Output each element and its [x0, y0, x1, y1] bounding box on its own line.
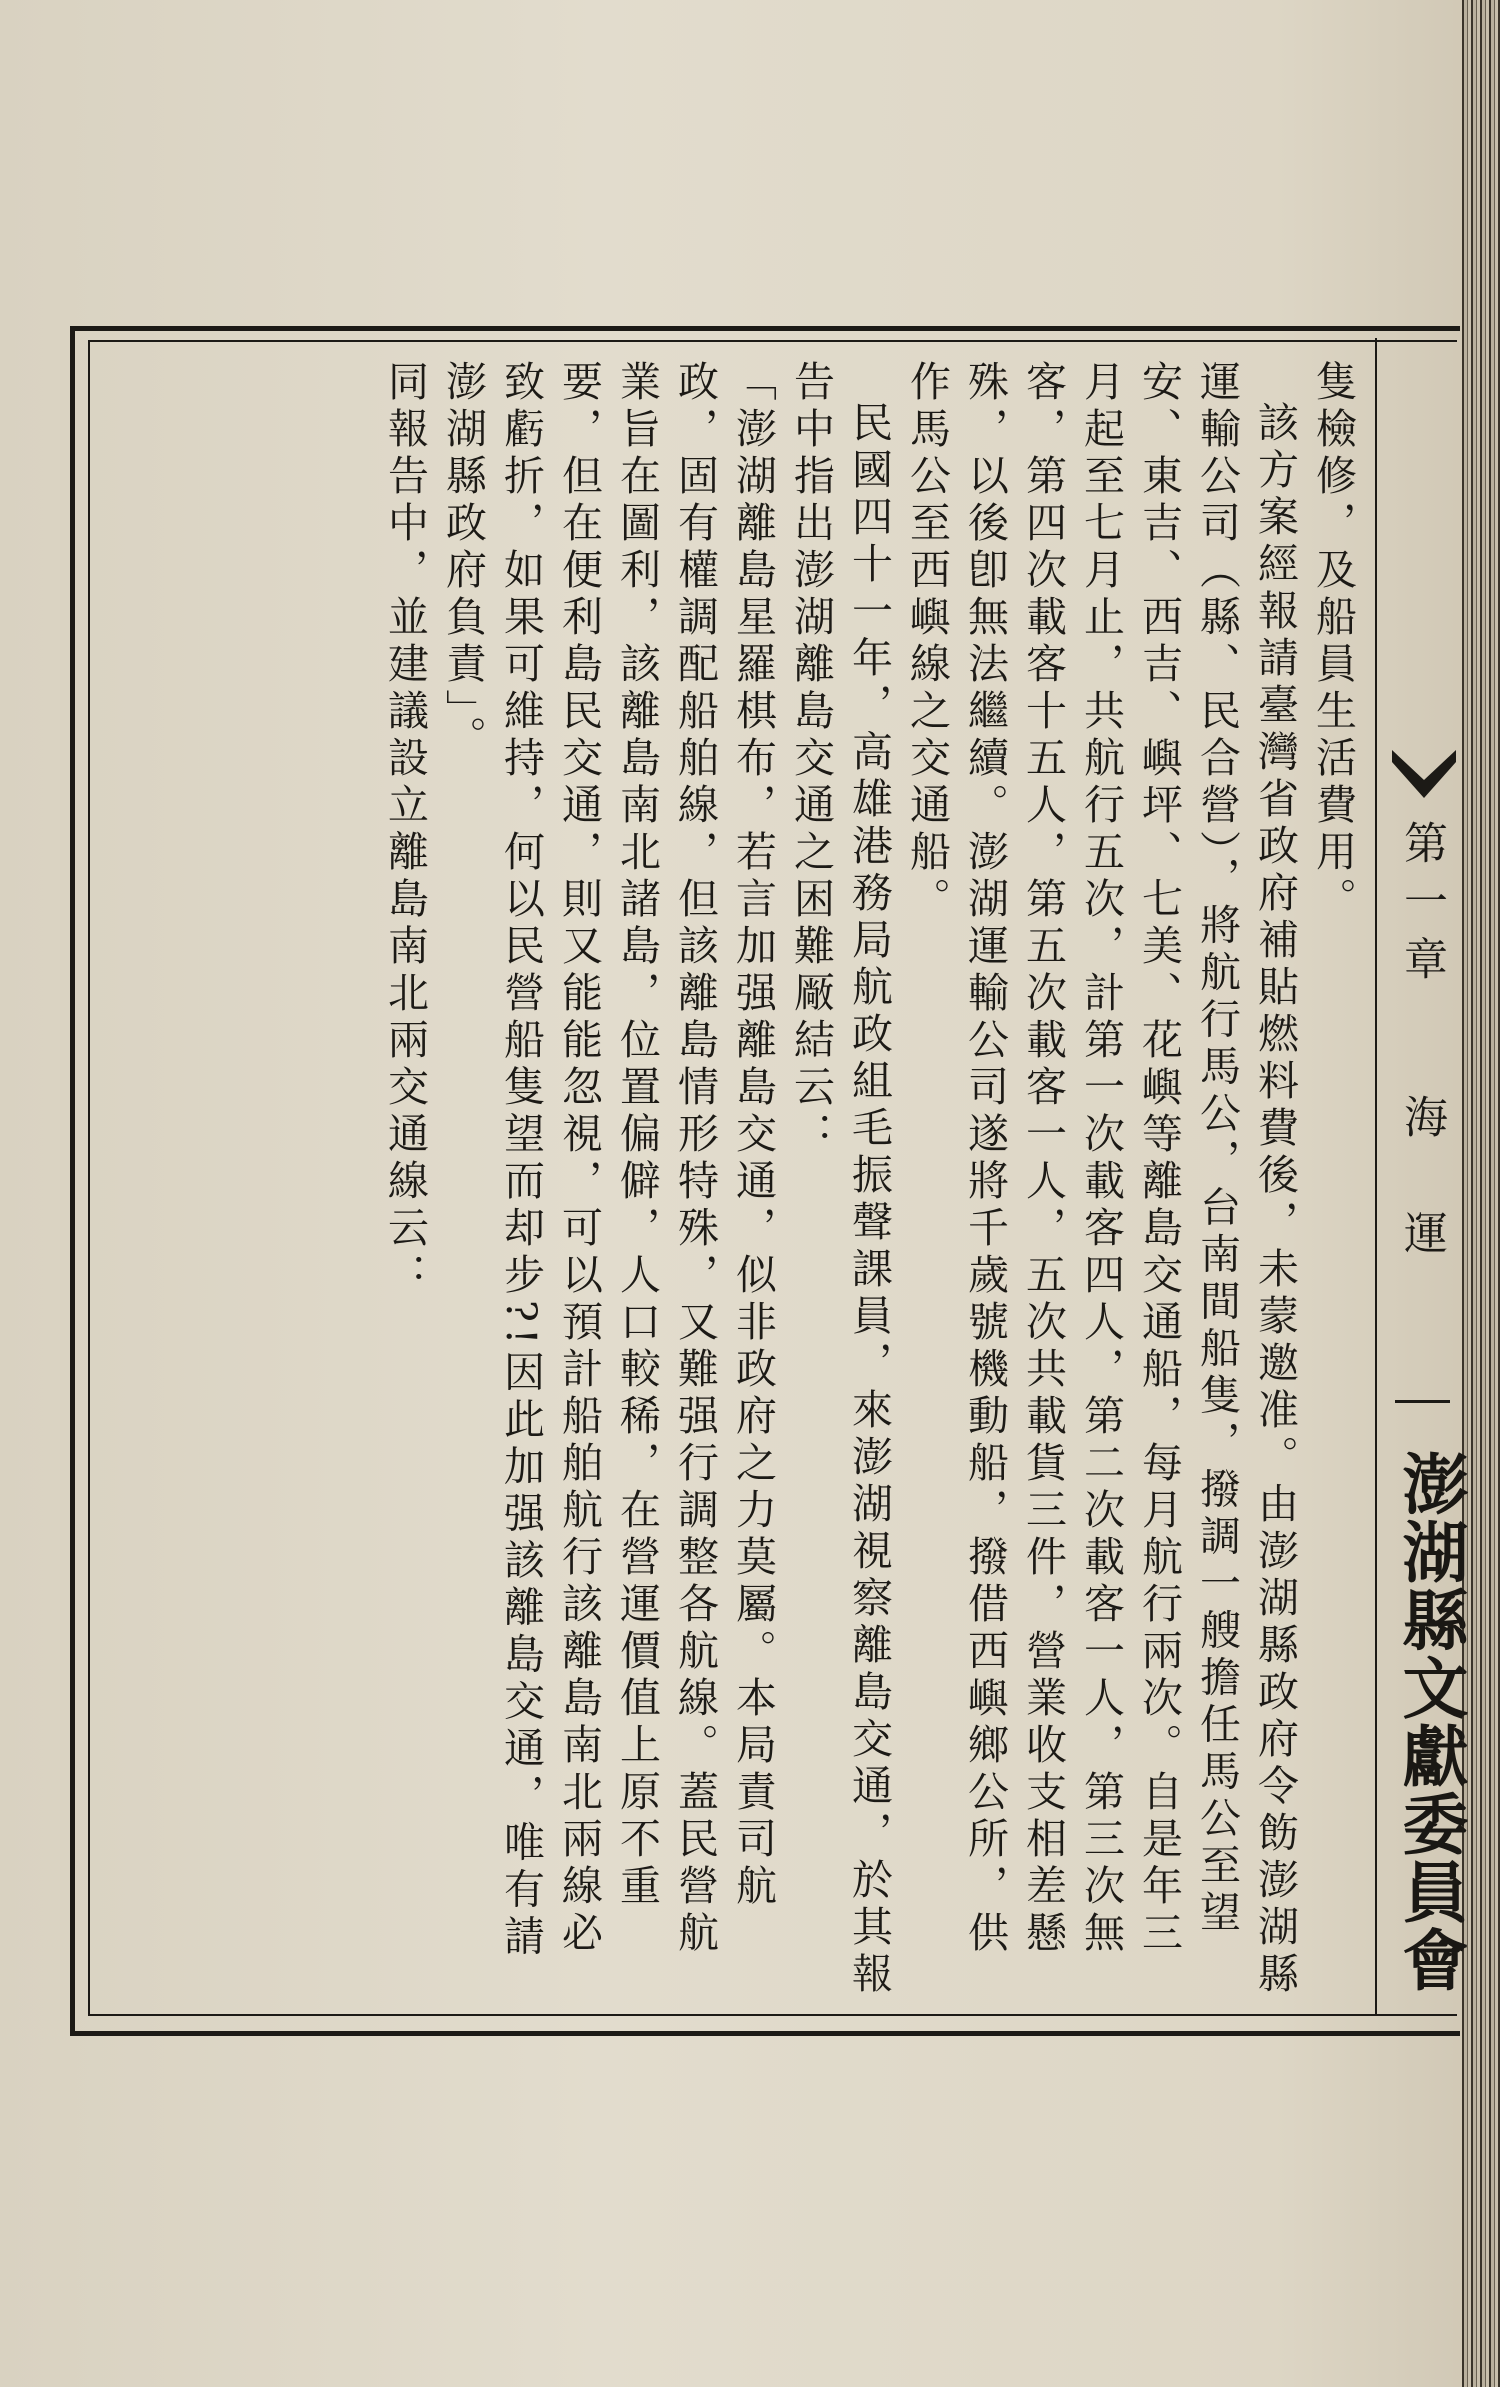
- header-rule: [1395, 1400, 1450, 1403]
- paragraph-1: 隻檢修，及船員生活費用。: [1309, 360, 1357, 924]
- paragraph-5: 同報告中，並建議設立離島南北兩交通線云：: [381, 360, 429, 1300]
- chapter-wing-ornament: [1390, 740, 1458, 810]
- chapter-title: 海 運: [1396, 1094, 1447, 1268]
- publisher-name: 澎湖縣文獻委員會: [1391, 1450, 1469, 1994]
- running-header: [1393, 820, 1453, 1268]
- main-text-column: [100, 360, 1362, 2000]
- page-edge-stack: [1462, 0, 1500, 2387]
- paragraph-quote: 「澎湖離島星羅棋布，若言加强離島交通，似非政府之力莫屬。本局責司航政，固有權調配船舶線，但該離島情形特殊，又難强行調整各航線。蓋民營航業旨在圖利，該離島南北諸島，位置偏僻，人口較稀，在營運價值上原不重要，但在便利島民交通，則又能能忽視，可以預計船舶航行該離島南北兩線必致虧折，如果可維持，何以民營船隻望而却步?!因此加强該離島交通，唯有請澎湖縣政府負責」。: [439, 360, 777, 1962]
- paragraph-2: 該方案經報請臺灣省政府補貼燃料費後，未蒙邀准。由澎湖縣政府令飭澎湖縣運輸公司（縣、民合營），將航行馬公，台南間船隻，撥調一艘擔任馬公至望安、東吉、西吉、嶼坪、七美、花嶼等離島交通船，每月航行兩次。自是年三月起至七月止，共航行五次，計第一次載客四人，第二次載客一人，第三次無客，第四次載客十五人，第五次載客一人，五次共載貨三件，營業收支相差懸殊，以後卽無法繼續。澎湖運輸公司遂將千歲號機動船，撥借西嶼鄉公所，供作馬公至西嶼線之交通船。: [903, 360, 1299, 1999]
- chapter-label: 第一章: [1396, 820, 1447, 994]
- header-divider: [1375, 338, 1377, 2016]
- paragraph-3: 民國四十一年，高雄港務局航政組毛振聲課員，來澎湖視察離島交通，於其報告中指出澎湖離島交通之困難厰結云：: [787, 360, 893, 1999]
